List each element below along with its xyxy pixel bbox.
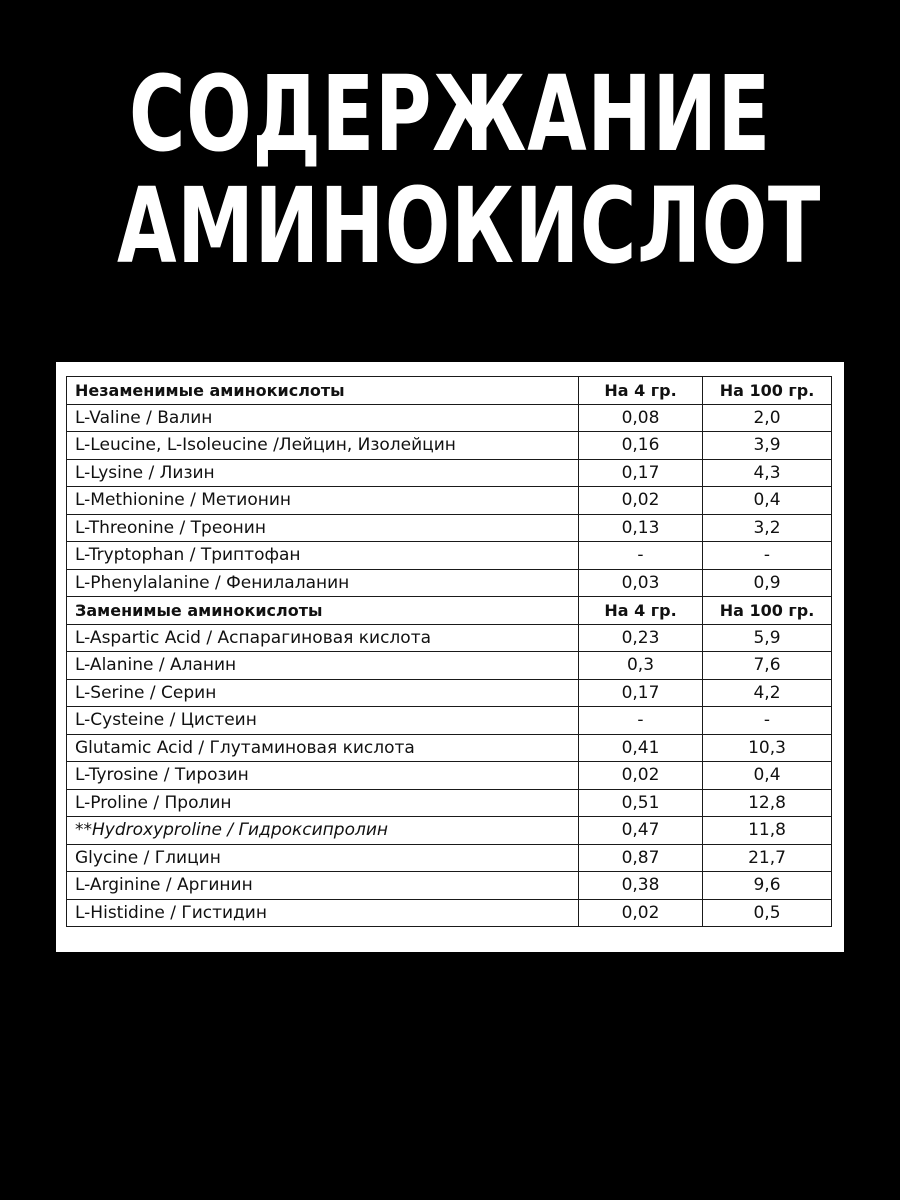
section-heading: Незаменимые аминокислоты (67, 377, 579, 405)
column-header-per-100g: На 100 гр. (703, 377, 832, 405)
value-per-4g: 0,17 (579, 459, 703, 487)
value-per-100g: 4,3 (703, 459, 832, 487)
table-row (67, 459, 832, 487)
column-header-per-4g: На 4 гр. (579, 597, 703, 625)
value-per-100g: 9,6 (703, 872, 832, 900)
amino-acid-name: L-Lysine / Лизин (67, 459, 579, 487)
value-per-100g: 0,4 (703, 762, 832, 790)
table-row (67, 624, 832, 652)
column-header-per-100g: На 100 гр. (703, 597, 832, 625)
value-per-4g: 0,02 (579, 762, 703, 790)
amino-acid-table (66, 376, 832, 927)
amino-acid-name: Glycine / Глицин (67, 844, 579, 872)
value-per-4g: 0,23 (579, 624, 703, 652)
table-row (67, 432, 832, 460)
table-row (67, 844, 832, 872)
value-per-4g: 0,87 (579, 844, 703, 872)
value-per-100g: 4,2 (703, 679, 832, 707)
amino-table-body (67, 377, 832, 927)
value-per-100g: 11,8 (703, 817, 832, 845)
value-per-100g: 2,0 (703, 404, 832, 432)
value-per-100g: 5,9 (703, 624, 832, 652)
value-per-100g: - (703, 707, 832, 735)
amino-acid-name: L-Valine / Валин (67, 404, 579, 432)
table-row (67, 899, 832, 927)
amino-acid-name: Glutamic Acid / Глутаминовая кислота (67, 734, 579, 762)
table-row (67, 707, 832, 735)
amino-acid-name: L-Leucine, L-Isoleucine /Лейцин, Изолейцин (67, 432, 579, 460)
value-per-4g: 0,13 (579, 514, 703, 542)
amino-acid-name: L-Arginine / Аргинин (67, 872, 579, 900)
amino-acid-name: L-Proline / Пролин (67, 789, 579, 817)
table-row (67, 817, 832, 845)
table-row (67, 679, 832, 707)
amino-acid-name: L-Serine / Серин (67, 679, 579, 707)
value-per-100g: - (703, 542, 832, 570)
amino-acid-name: L-Methionine / Метионин (67, 487, 579, 515)
value-per-4g: - (579, 542, 703, 570)
value-per-100g: 3,9 (703, 432, 832, 460)
table-row (67, 734, 832, 762)
table-row (67, 404, 832, 432)
amino-acid-name: L-Threonine / Треонин (67, 514, 579, 542)
amino-acid-name: **Hydroxyproline / Гидроксипролин (67, 817, 579, 845)
value-per-100g: 0,5 (703, 899, 832, 927)
value-per-4g: 0,3 (579, 652, 703, 680)
value-per-100g: 3,2 (703, 514, 832, 542)
value-per-4g: 0,08 (579, 404, 703, 432)
column-header-per-4g: На 4 гр. (579, 377, 703, 405)
value-per-4g: 0,03 (579, 569, 703, 597)
value-per-100g: 0,4 (703, 487, 832, 515)
page-title-line-1: СОДЕРЖАНИЕ (129, 53, 771, 175)
value-per-4g: - (579, 707, 703, 735)
amino-acid-name: L-Alanine / Аланин (67, 652, 579, 680)
section-header-row (67, 377, 832, 405)
value-per-100g: 12,8 (703, 789, 832, 817)
table-row (67, 652, 832, 680)
value-per-4g: 0,02 (579, 899, 703, 927)
value-per-4g: 0,38 (579, 872, 703, 900)
table-row (67, 514, 832, 542)
amino-acid-name: L-Phenylalanine / Фенилаланин (67, 569, 579, 597)
value-per-4g: 0,47 (579, 817, 703, 845)
value-per-4g: 0,41 (579, 734, 703, 762)
amino-acid-name: L-Histidine / Гистидин (67, 899, 579, 927)
page-title (117, 53, 822, 287)
section-heading: Заменимые аминокислоты (67, 597, 579, 625)
value-per-100g: 7,6 (703, 652, 832, 680)
table-row (67, 789, 832, 817)
value-per-100g: 21,7 (703, 844, 832, 872)
table-row (67, 542, 832, 570)
section-header-row (67, 597, 832, 625)
amino-acid-name: L-Cysteine / Цистеин (67, 707, 579, 735)
amino-acid-name: L-Aspartic Acid / Аспарагиновая кислота (67, 624, 579, 652)
value-per-100g: 0,9 (703, 569, 832, 597)
value-per-4g: 0,17 (579, 679, 703, 707)
value-per-4g: 0,16 (579, 432, 703, 460)
amino-acid-name: L-Tyrosine / Тирозин (67, 762, 579, 790)
table-row (67, 762, 832, 790)
value-per-4g: 0,51 (579, 789, 703, 817)
page-title-line-2: АМИНОКИСЛОТ (117, 165, 822, 287)
amino-acid-name: L-Tryptophan / Триптофан (67, 542, 579, 570)
value-per-4g: 0,02 (579, 487, 703, 515)
table-row (67, 487, 832, 515)
value-per-100g: 10,3 (703, 734, 832, 762)
table-row (67, 872, 832, 900)
table-row (67, 569, 832, 597)
amino-table-panel (56, 362, 844, 952)
